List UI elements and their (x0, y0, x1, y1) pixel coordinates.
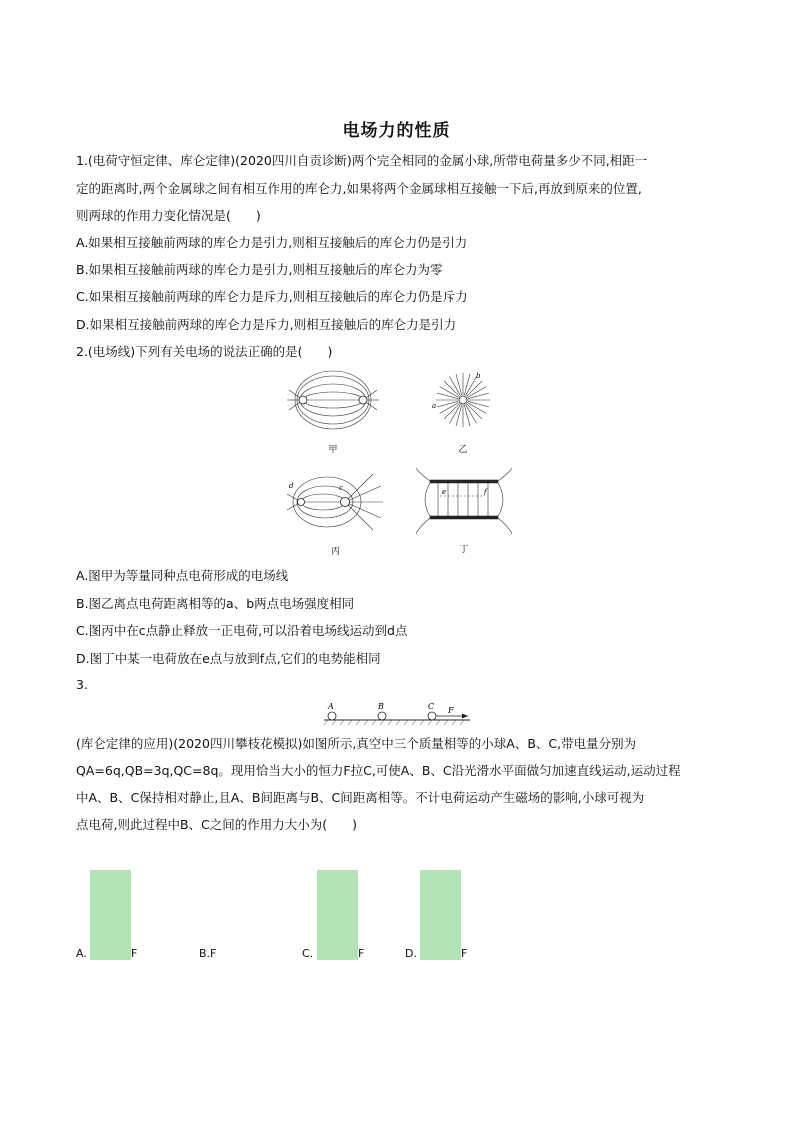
field-line (440, 403, 459, 414)
label-f: f (484, 488, 487, 496)
label-d: d (289, 482, 294, 490)
q2-stem: 2.(电场线)下列有关电场的说法正确的是( ) (76, 344, 333, 359)
field-line (440, 387, 459, 398)
ball-a (328, 712, 336, 720)
label-F: F (448, 706, 454, 715)
page-title: 电场力的性质 (342, 121, 451, 141)
q3-option-b: B.F (199, 947, 217, 960)
field-line (466, 404, 477, 423)
option-a-formula-placeholder (90, 870, 131, 960)
figure-bing-caption: 丙 (330, 547, 340, 557)
q3-stem-line-1: (库仑定律的应用)(2020四川攀枝花模拟)如图所示,真空中三个质量相等的小球A、B、C,带电量分别为 (76, 736, 637, 751)
label-c: c (339, 484, 343, 492)
label-C: C (428, 702, 435, 711)
q3-option-a-letter: A. (76, 947, 87, 960)
figure-bing (283, 468, 388, 557)
field-line (464, 405, 470, 426)
q3-stem-line-2: QA=6q,QB=3q,QC=8q。现用恰当大小的恒力F拉C,可使A、B、C沿光滑水平面做匀加速直线运动,运动过程 (76, 763, 681, 778)
q1-option-b: B.如果相互接触前两球的库仑力是引力,则相互接触后的库仑力为零 (76, 262, 443, 277)
q2-option-b: B.图乙离点电荷距离相等的a、b两点电场强度相同 (76, 596, 355, 611)
field-line (466, 377, 477, 396)
q1-stem-line-1: 1.(电荷守恒定律、库仑定律)(2020四川自贡诊断)两个完全相同的金属小球,所带电荷量多少不同,相距一 (76, 153, 648, 168)
q2-option-a: A.图甲为等量同种点电荷形成的电场线 (76, 568, 289, 583)
field-line (467, 403, 486, 414)
label-b: b (476, 372, 481, 380)
label-A: A (328, 702, 334, 711)
field-line (437, 401, 458, 407)
field-line (467, 381, 483, 397)
q3-option-d-letter: D. (405, 947, 417, 960)
field-line (450, 404, 461, 423)
option-d-formula-placeholder (420, 870, 461, 960)
field-line (444, 404, 460, 420)
q1-stem-line-3: 则两球的作用力变化情况是( ) (76, 208, 261, 223)
q3-option-d-suffix: F (461, 947, 468, 960)
ball-b (378, 712, 386, 720)
q3-option-c-letter: C. (302, 947, 314, 960)
option-c-formula-placeholder (317, 870, 358, 960)
field-line (468, 393, 489, 399)
field-line (456, 374, 462, 395)
field-line (450, 377, 461, 396)
q2-option-c: C.图丙中在c点静止释放一正电荷,可以沿着电场线运动到d点 (76, 623, 408, 638)
q3-stem-line-4: 点电荷,则此过程中B、C之间的作用力大小为( ) (76, 817, 358, 832)
q3-stem-line-3: 中A、B、C保持相对静止,且A、B间距离与B、C间距离相等。不计电荷运动产生磁场的影响,小球可视为 (76, 790, 645, 805)
q1-stem-line-2: 定的距离时,两个金属球之间有相互作用的库仑力,如果将两个金属球相互接触一下后,再放到原来的位置, (76, 181, 642, 196)
field-line (467, 404, 483, 420)
field-line (437, 393, 458, 399)
field-line (444, 381, 460, 397)
q1-option-d: D.如果相互接触前两球的库仑力是斥力,则相互接触后的库仑力是引力 (76, 317, 457, 332)
figure-jia-caption: 甲 (328, 445, 338, 455)
q3-number: 3. (76, 677, 88, 692)
figure-jia (283, 370, 383, 455)
label-B: B (378, 702, 384, 711)
label-a: a (432, 402, 437, 410)
ball-c (428, 712, 436, 720)
figure-yi (428, 370, 498, 455)
q1-option-a: A.如果相互接触前两球的库仑力是引力,则相互接触后的库仑力仍是引力 (76, 235, 468, 250)
q3-option-a-suffix: F (131, 947, 138, 960)
q2-option-d: D.图丁中某一电荷放在e点与放到f点,它们的电势能相同 (76, 651, 381, 666)
field-line (464, 374, 470, 395)
figure-yi-caption: 乙 (458, 445, 468, 455)
figure-ding (416, 466, 512, 555)
label-e: e (442, 488, 447, 496)
figure-abc (322, 700, 472, 726)
field-line (468, 401, 489, 407)
q3-option-c-suffix: F (358, 947, 365, 960)
q1-option-c: C.如果相互接触前两球的库仑力是斥力,则相互接触后的库仑力仍是斥力 (76, 289, 468, 304)
figure-ding-caption: 丁 (459, 545, 469, 555)
field-line (467, 387, 486, 398)
field-line (456, 405, 462, 426)
